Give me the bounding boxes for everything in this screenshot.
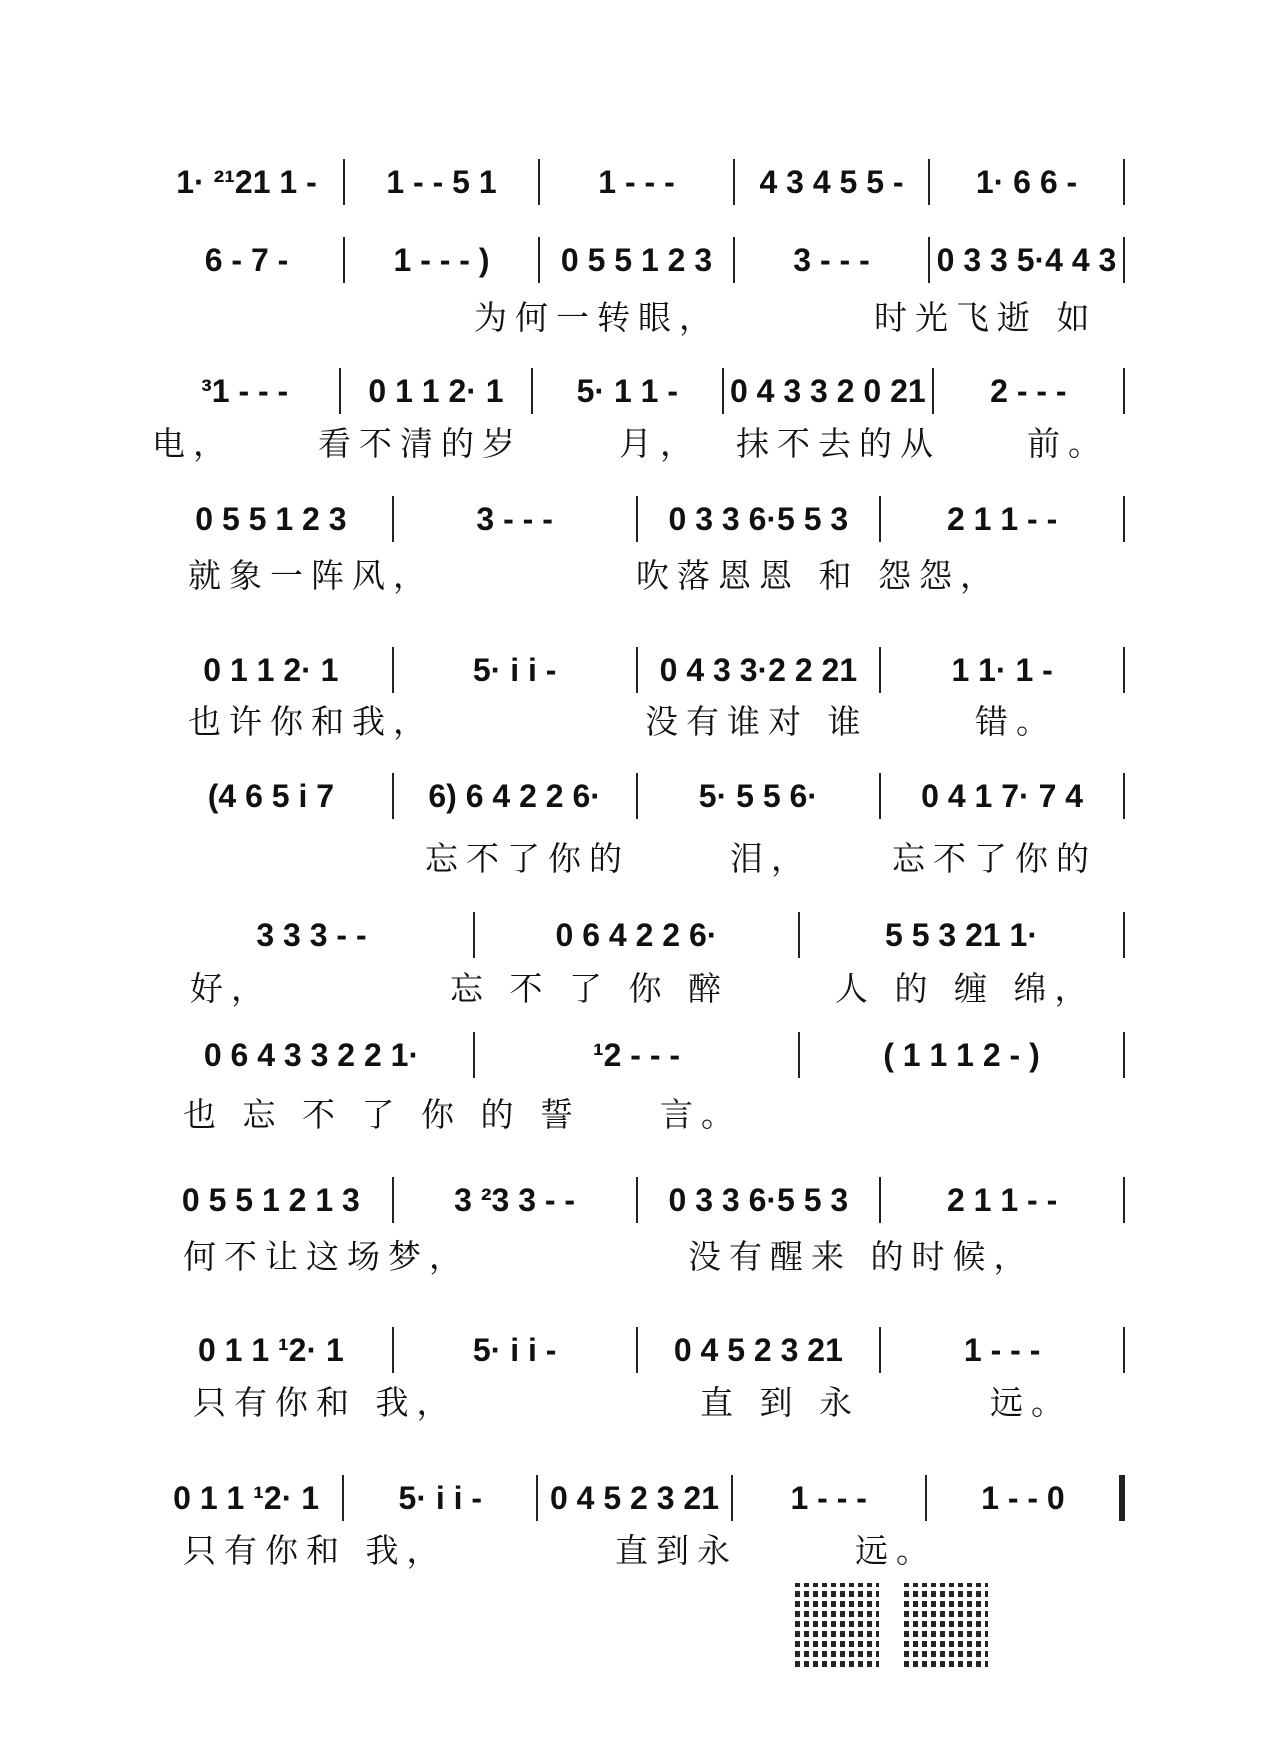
measure: ³1 - - - [201,372,289,409]
barline [1123,912,1125,958]
qr-code-right [904,1583,988,1667]
lyric-text: 吹落恩恩 和 怨怨， [636,556,1001,595]
notation-line [150,236,1125,284]
notation-line [150,1176,1125,1224]
measure: 3 ²3 3 - - [454,1181,576,1218]
measure: 3 3 3 - - [256,916,367,953]
measure: 5· i i - [398,1479,483,1516]
measure: 0 4 5 2 3 21 [549,1479,720,1516]
measure: 0 4 1 7· 7 4 [921,777,1084,814]
measure: 6) 6 4 2 2 6· [428,777,601,814]
measure: 5 5 3 21 1· [885,916,1038,953]
barline [1123,1327,1125,1373]
notation-line [150,911,1125,959]
measure: 5· i i - [472,1331,557,1368]
measure: 1 - - - [790,1479,867,1516]
measure: 5· 1 1 - [576,372,678,409]
measure: 4 3 4 5 5 - [759,163,904,200]
measure: 2 - - - [990,372,1067,409]
lyric-text: 前。 [1027,424,1109,463]
measure: 2 1 1 - - [946,1181,1058,1218]
measure: 1 - - - [598,163,675,200]
lyric-text: 时光飞逝 如 [874,298,1098,337]
lyric-text: 错。 [975,702,1057,741]
measure: 0 4 3 3·2 2 21 [659,651,858,688]
measure: 1 - - - ) [393,241,490,278]
barline [1123,496,1125,542]
measure: 0 6 4 3 3 2 2 1· [203,1036,420,1073]
lyric-text: 直 到 永 [700,1383,860,1422]
measure: 1· ²¹21 1 - [176,163,317,200]
measure: 0 3 3 6·5 5 3 [668,1181,849,1218]
lyric-text: 远。 [990,1383,1072,1422]
measure: 5· i i - [472,651,557,688]
lyric-text: 忘不了你的 [425,839,630,878]
lyric-text: 好， [190,969,272,1008]
measure: 0 5 5 1 2 1 3 [181,1181,360,1218]
lyric-text: 月， [619,424,701,463]
lyric-text: 电， [152,424,234,463]
measure: 0 4 3 3 2 0 21 [729,372,926,409]
lyric-text: 没有谁对 谁 [645,702,869,741]
measure: 0 3 3 6·5 5 3 [668,500,849,537]
lyric-text: 忘 不 了 你 醉 [450,969,729,1008]
measure: 6 - 7 - [204,241,289,278]
measure: 0 5 5 1 2 3 [195,500,347,537]
measure: 1 - - - [963,1331,1041,1368]
notation-line [150,1326,1125,1374]
barline [1123,773,1125,819]
measure: 3 - - - [793,241,870,278]
barline [1123,368,1125,414]
lyric-text: 直到永 [615,1531,738,1570]
measure: 0 3 3 5·4 4 3 [936,241,1117,278]
lyric-text: 看不清的岁 [318,424,523,463]
notation-line [150,1031,1125,1079]
lyric-text: 何不让这场梦， [183,1237,470,1276]
barline [1123,647,1125,693]
barline [1123,237,1125,283]
barline [1123,159,1125,205]
lyric-text: 也 忘 不 了 你 的 誓 [183,1095,581,1134]
lyric-text: 也许你和我， [188,702,434,741]
measure: 0 1 1 ¹2· 1 [197,1331,344,1368]
measure: ¹2 - - - [592,1036,681,1073]
barline [1119,1475,1125,1521]
notation-line [150,495,1125,543]
measure: 1 - - 0 [981,1479,1065,1516]
notation-line [150,1474,1125,1522]
lyric-text: 人 的 缠 绵， [835,969,1096,1008]
qr-code-left [795,1583,879,1667]
lyric-text: 只有你和 我， [193,1383,458,1422]
measure: (4 6 5 i 7 [207,777,335,814]
lyric-text: 言。 [660,1095,742,1134]
notation-line [150,646,1125,694]
lyric-text: 远。 [855,1531,937,1570]
notation-line [150,772,1125,820]
lyric-text: 只有你和 我， [183,1531,448,1570]
lyric-text: 泪， [730,839,812,878]
notation-line [150,367,1125,415]
measure: 0 4 5 2 3 21 [673,1331,843,1368]
lyric-text: 为何一转眼， [474,298,720,337]
barline [1123,1177,1125,1223]
measure: 0 1 1 ¹2· 1 [173,1479,320,1516]
lyric-text: 就象一阵风， [188,556,434,595]
measure: 3 - - - [476,500,553,537]
measure: 5· 5 5 6· [698,777,818,814]
measure: 1· 6 6 - [975,163,1078,200]
measure: ( 1 1 1 2 - ) [883,1036,1040,1073]
lyric-text: 忘不了你的 [892,839,1097,878]
lyric-text: 没有醒来 的时候， [688,1237,1035,1276]
measure: 0 1 1 2· 1 [203,651,339,688]
measure: 0 5 5 1 2 3 [560,241,713,278]
measure: 1 - - 5 1 [386,163,497,200]
measure: 0 1 1 2· 1 [368,372,504,409]
measure: 0 6 4 2 2 6· [555,916,718,953]
measure: 1 1· 1 - [951,651,1053,688]
notation-line [150,158,1125,206]
lyric-text: 抹不去的从 [736,424,941,463]
barline [1123,1032,1125,1078]
measure: 2 1 1 - - [946,500,1058,537]
